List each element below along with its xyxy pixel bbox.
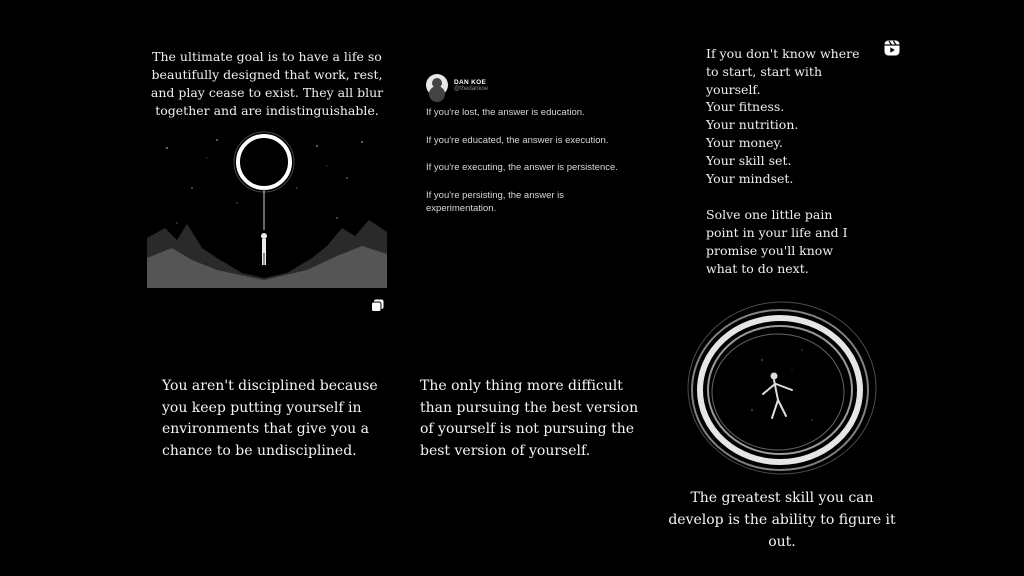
list-item: Your money.: [706, 135, 783, 150]
post-tile-best-version[interactable]: The only thing more difficult than pursuing the best version of yourself is not pursuing the best version of yourself.: [420, 378, 639, 459]
carousel-icon: [371, 299, 384, 312]
list-item: Your mindset.: [706, 171, 794, 186]
list-item: Your fitness.: [706, 99, 785, 114]
author-handle: @thedankoe: [454, 85, 489, 92]
tweet-line: If you're executing, the answer is persistence.: [426, 162, 618, 173]
tweet-author: [426, 74, 488, 96]
post-tile-tweet[interactable]: [410, 40, 640, 320]
post-tile-discipline[interactable]: You aren't disciplined because you keep putting yourself in environments that give you a chance to be undisciplined.: [162, 378, 378, 459]
tweet-line: If you're educated, the answer is execution.: [426, 134, 609, 146]
post-quote: The ultimate goal is to have a life so beautifully designed that work, rest, and play cease to exist. They all blur together and are indistinguishable.: [150, 49, 384, 118]
post-tile-eclipse[interactable]: [147, 40, 387, 320]
tweet-line: If you're lost, the answer is education.: [426, 107, 585, 118]
post-caption: The greatest skill you can develop is the ability to figure it out.: [668, 490, 896, 550]
post-outro: Solve one little pain point in your life and I promise you'll know what to do next.: [706, 207, 848, 276]
reel-icon: [884, 40, 900, 56]
author-name: DAN KOE: [454, 78, 487, 86]
tweet-body: [426, 106, 626, 230]
avatar: [426, 74, 448, 96]
post-intro: If you don't know where to start, start with yourself.: [706, 46, 860, 97]
eclipse-illustration: [147, 128, 387, 288]
list-item: Your nutrition.: [706, 117, 799, 132]
post-tile-portal[interactable]: [662, 290, 902, 550]
post-tile-start-with-yourself[interactable]: [700, 40, 910, 305]
portal-illustration: [662, 290, 902, 490]
list-item: Your skill set.: [706, 153, 792, 168]
post-list: [706, 98, 798, 188]
tweet-line: If you're persisting, the answer is experimentation.: [426, 189, 565, 214]
